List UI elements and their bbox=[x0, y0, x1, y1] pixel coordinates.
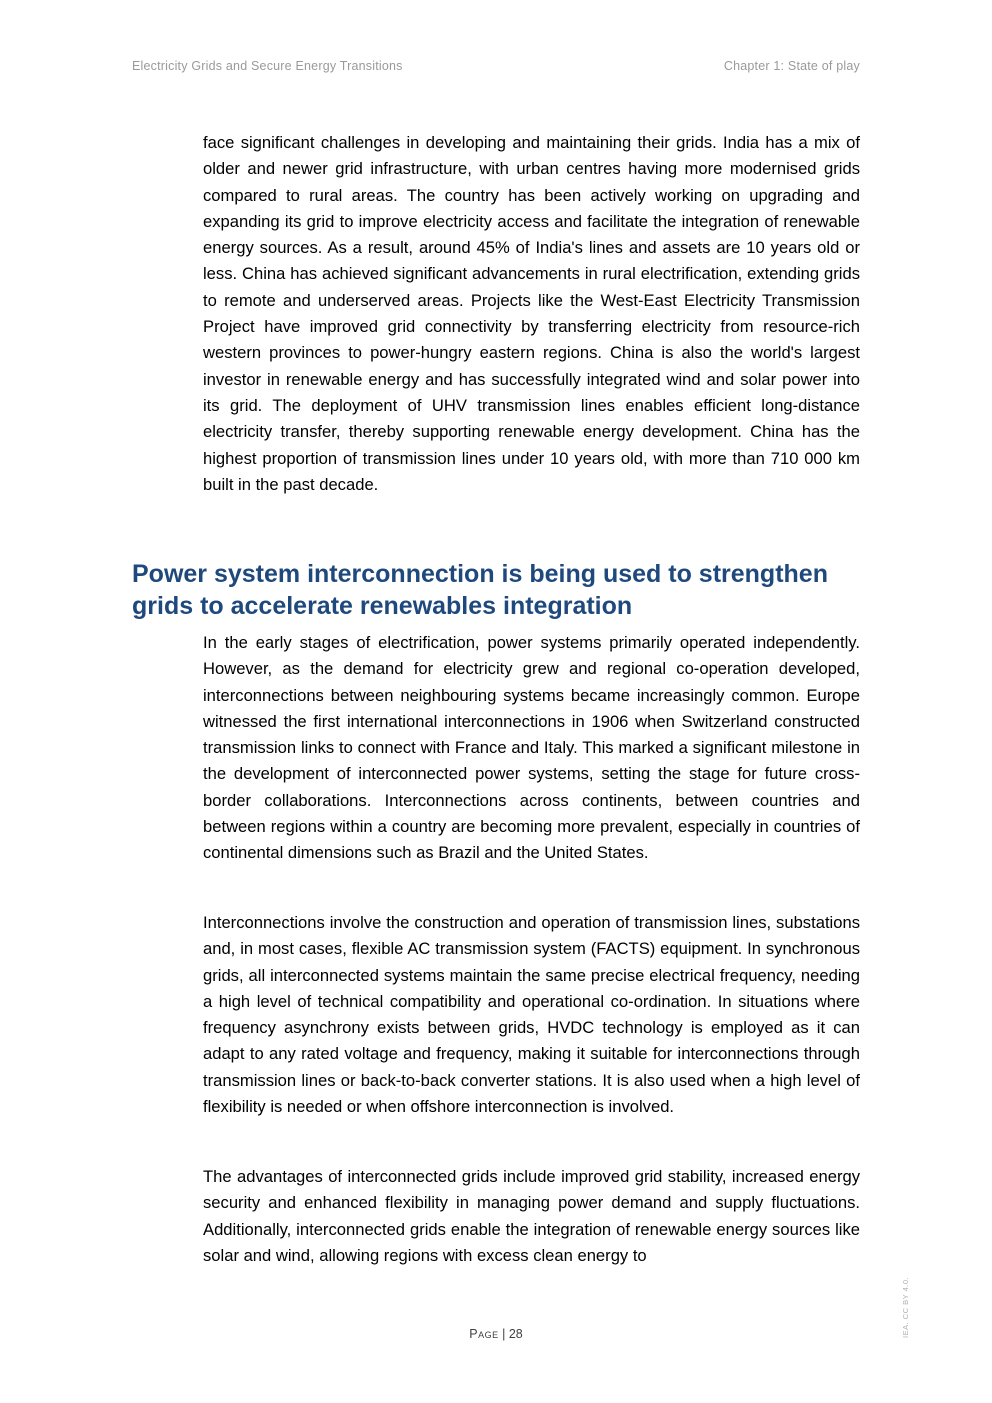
page-footer bbox=[0, 1327, 992, 1341]
running-header bbox=[132, 59, 860, 73]
document-title: Electricity Grids and Secure Energy Transitions bbox=[132, 59, 403, 73]
page-number: 28 bbox=[508, 1327, 523, 1341]
chapter-title: Chapter 1: State of play bbox=[723, 59, 860, 73]
body-paragraph: face significant challenges in developing and maintaining their grids. India has a mix of older and newer grid infrastructure, with urban centres having more modernised grids compared to rural areas. The country has been actively working on upgrading and expanding its grid to improve electricity access and facilitate the integration of renewable energy sources. As a result, around 45% of India's lines and assets are 10 years old or less. China has achieved significant advancements in rural electrification, extending grids to remote and underserved areas. Projects like the West-East Electricity Transmission Project have improved grid connectivity by transferring electricity from resource-rich western provinces to power-hungry eastern regions. China is also the world's largest investor in renewable energy and has successfully integrated wind and solar power into its grid. The deployment of UHV transmission lines enables efficient long-distance electricity transfer, thereby supporting renewable energy development. China has the highest proportion of transmission lines under 10 years old, with more than 710 000 km built in the past decade. bbox=[203, 133, 860, 494]
section-heading: Power system interconnection is being used to strengthen grids to accelerate renewables integration bbox=[132, 560, 828, 620]
body-paragraph: Interconnections involve the construction and operation of transmission lines, substations and, in most cases, flexible AC transmission system (FACTS) equipment. In synchronous grids, all interconnected systems maintain the same precise electrical frequency, needing a high level of technical compatibility and operational co-ordination. In situations where frequency asynchrony exists between grids, HVDC technology is employed as it can adapt to any rated voltage and frequency, making it suitable for interconnections through transmission lines or back-to-back converter stations. It is also used when a high level of flexibility is needed or when offshore interconnection is involved. bbox=[203, 913, 860, 1117]
body-paragraph: In the early stages of electrification, power systems primarily operated independently. However, as the demand for electricity grew and regional co-operation developed, interconnections between neighbouring systems became increasingly common. Europe witnessed the first international interconnections in 1906 when Switzerland constructed transmission links to connect with France and Italy. This marked a significant milestone in the development of interconnected power systems, setting the stage for future cross-border collaborations. Interconnections across continents, between countries and between regions within a country are becoming more prevalent, especially in countries of continental dimensions such as Brazil and the United States. bbox=[203, 633, 860, 863]
page-separator: | bbox=[498, 1327, 509, 1341]
license-mark: IEA. CC BY 4.0. bbox=[901, 1276, 910, 1338]
page-label: Page bbox=[469, 1327, 499, 1341]
body-paragraph: The advantages of interconnected grids include improved grid stability, increased energy security and enhanced flexibility in managing power demand and supply fluctuations. Additionally, interconnected grids enable the integration of renewable energy sources like solar and wind, allowing regions with excess clean energy to bbox=[203, 1167, 860, 1265]
